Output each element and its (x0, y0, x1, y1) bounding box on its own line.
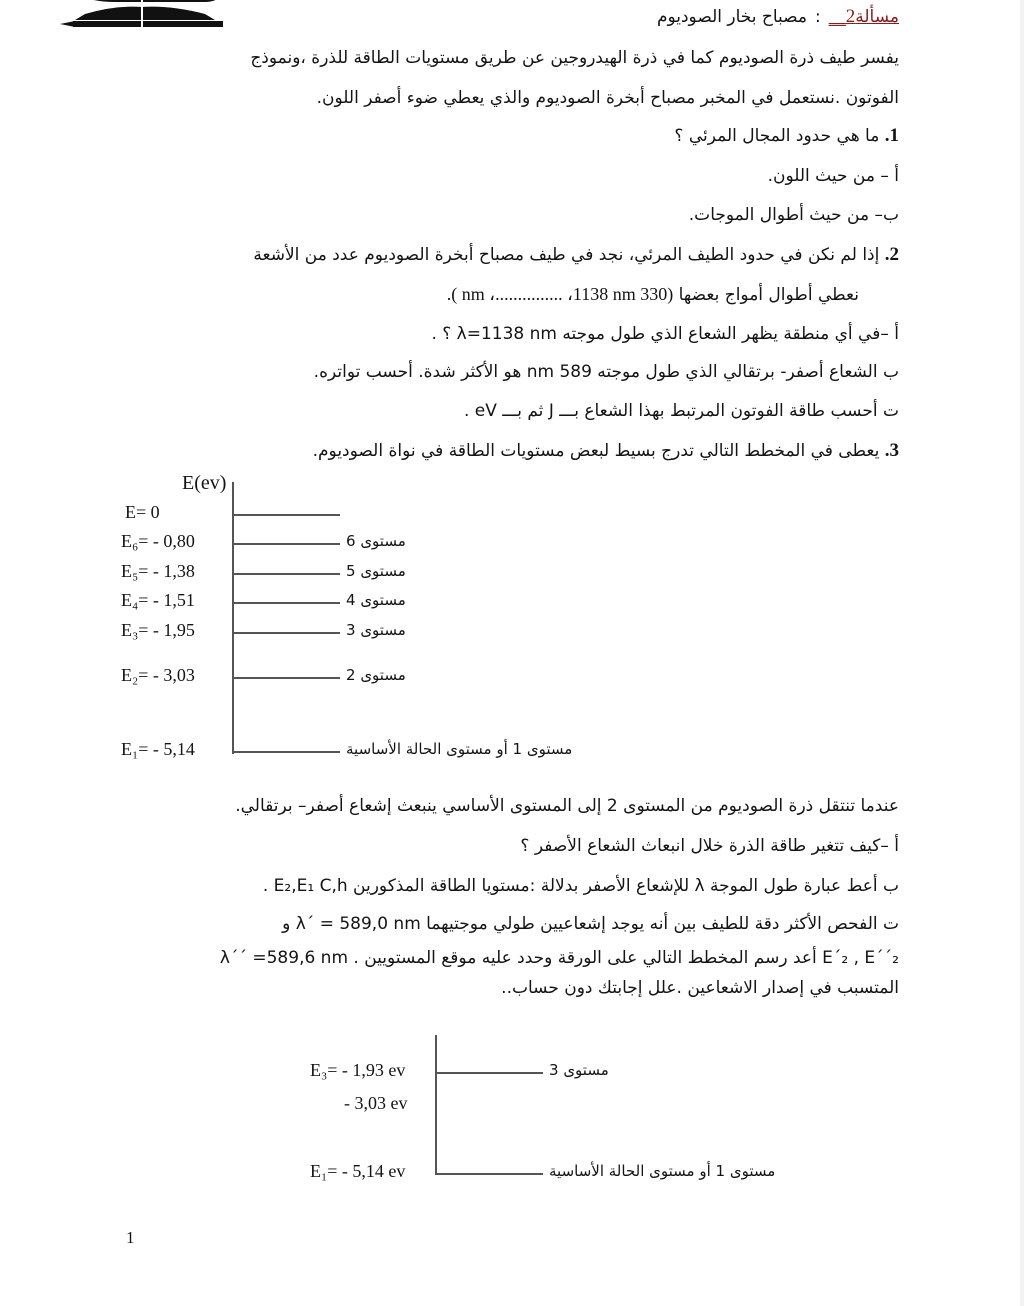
part-b-question-c-line-3: المتسبب في إصدار الاشعاعين .علل إجابتك دون حساب.. (501, 978, 899, 998)
energy-level-line (233, 573, 340, 575)
question-3: 3. يعطى في المخطط التالي تدرج بسيط لبعض مستويات الطاقة في نواة الصوديوم. (312, 440, 899, 461)
energy-level-line (233, 602, 340, 604)
problem-title (657, 6, 899, 28)
intro-line-1: يفسر طيف ذرة الصوديوم كما في ذرة الهيدروجين عن طريق مستويات الطاقة للذرة ،ونموذج (250, 48, 899, 68)
level-name-label: مستوى 5 (346, 562, 406, 580)
energy-value-label: E₆= - 0,80 (121, 531, 195, 551)
energy-level-line (233, 632, 340, 634)
energy-level-line (436, 1173, 543, 1175)
energy-axis-title: E(ev) (182, 472, 227, 494)
energy-value-label: E= 0 (125, 502, 160, 522)
part-b-question-b: ب أعط عبارة طول الموجة λ للإشعاع الأصفر بدلالة :مستويا الطاقة المذكورين E₂,E₁ C,h . (262, 876, 899, 896)
question-2: 2. إذا لم نكن في حدود الطيف المرئي، نجد في طيف مصباح أبخرة الصوديوم عدد من الأشعة (253, 244, 899, 265)
energy-level-line (233, 543, 340, 545)
level-name-label: مستوى 3 (346, 621, 406, 639)
level-name-label: مستوى 2 (346, 666, 406, 684)
part-b-intro: عندما تنتقل ذرة الصوديوم من المستوى 2 إلى المستوى الأساسي ينبعث إشعاع أصفر– برتقالي. (235, 796, 899, 816)
page-edge (1020, 0, 1024, 1306)
question-2a: أ –في أي منطقة يظهر الشعاع الذي طول موجته λ=1138 nm ؟ . (431, 324, 899, 344)
energy-value-label: E₄= - 1,51 (121, 590, 195, 610)
level-name-label: مستوى 6 (346, 532, 406, 550)
energy-value-label: E₂= - 3,03 (121, 665, 195, 685)
energy-value-label: E₅= - 1,38 (121, 561, 195, 581)
level-name-label: مستوى 1 أو مستوى الحالة الأساسية (346, 740, 573, 758)
level-name-label: مستوى 1 أو مستوى الحالة الأساسية (549, 1162, 776, 1180)
part-b-question-c-line-2: λ´´ =589,6 nm . أعد رسم المخطط التالي على الورقة وحدد عليه موقع المستويين E´₂ , E´´₂ (219, 948, 899, 968)
question-1a: أ – من حيث اللون. (767, 166, 899, 186)
question-2-values: نعطي أطوال أمواج بعضها (330 nm ،............... ،1138 nm ). (446, 284, 859, 305)
energy-value-label: E₁= - 5,14 ev (310, 1161, 406, 1181)
energy-axis-2 (435, 1035, 437, 1175)
energy-level-line (233, 514, 340, 516)
part-b-question-c-line-1: ت الفحص الأكثر دقة للطيف بين أنه يوجد إشعاعيين طولي موجتيهما λ´ = 589,0 nm و (282, 914, 899, 934)
page-number: 1 (126, 1228, 135, 1247)
title-separator: : (815, 7, 821, 27)
question-2b: ب الشعاع أصفر- برتقالي الذي طول موجته 589 nm هو الأكثر شدة. أحسب تواتره. (313, 362, 899, 382)
energy-value-label: E₃= - 1,93 ev (310, 1060, 406, 1080)
question-1b: ب– من حيث أطوال الموجات. (688, 205, 899, 225)
energy-axis (232, 482, 234, 754)
energy-value-label: E₃= - 1,95 (121, 620, 195, 640)
intro-line-2: الفوتون .نستعمل في المخبر مصباح أبخرة الصوديوم والذي يعطي ضوء أصفر اللون. (316, 88, 899, 108)
energy-level-line (233, 751, 340, 753)
problem-label: مسألة2__ (828, 6, 899, 27)
energy-value-label: E₁= - 5,14 (121, 739, 195, 759)
energy-value-label: - 3,03 ev (344, 1093, 408, 1113)
question-1: 1. ما هي حدود المجال المرئي ؟ (674, 125, 899, 146)
book-logo-icon (55, 0, 230, 30)
part-b-question-a: أ –كيف تتغير طاقة الذرة خلال انبعاث الشعاع الأصفر ؟ (520, 836, 899, 856)
level-name-label: مستوى 3 (549, 1061, 609, 1079)
energy-level-line (233, 677, 340, 679)
problem-name: مصباح بخار الصوديوم (656, 7, 808, 27)
level-name-label: مستوى 4 (346, 591, 406, 609)
question-2c: ت أحسب طاقة الفوتون المرتبط بهذا الشعاع بـــ J ثم بـــ eV . (463, 401, 899, 421)
energy-level-line (436, 1072, 543, 1074)
